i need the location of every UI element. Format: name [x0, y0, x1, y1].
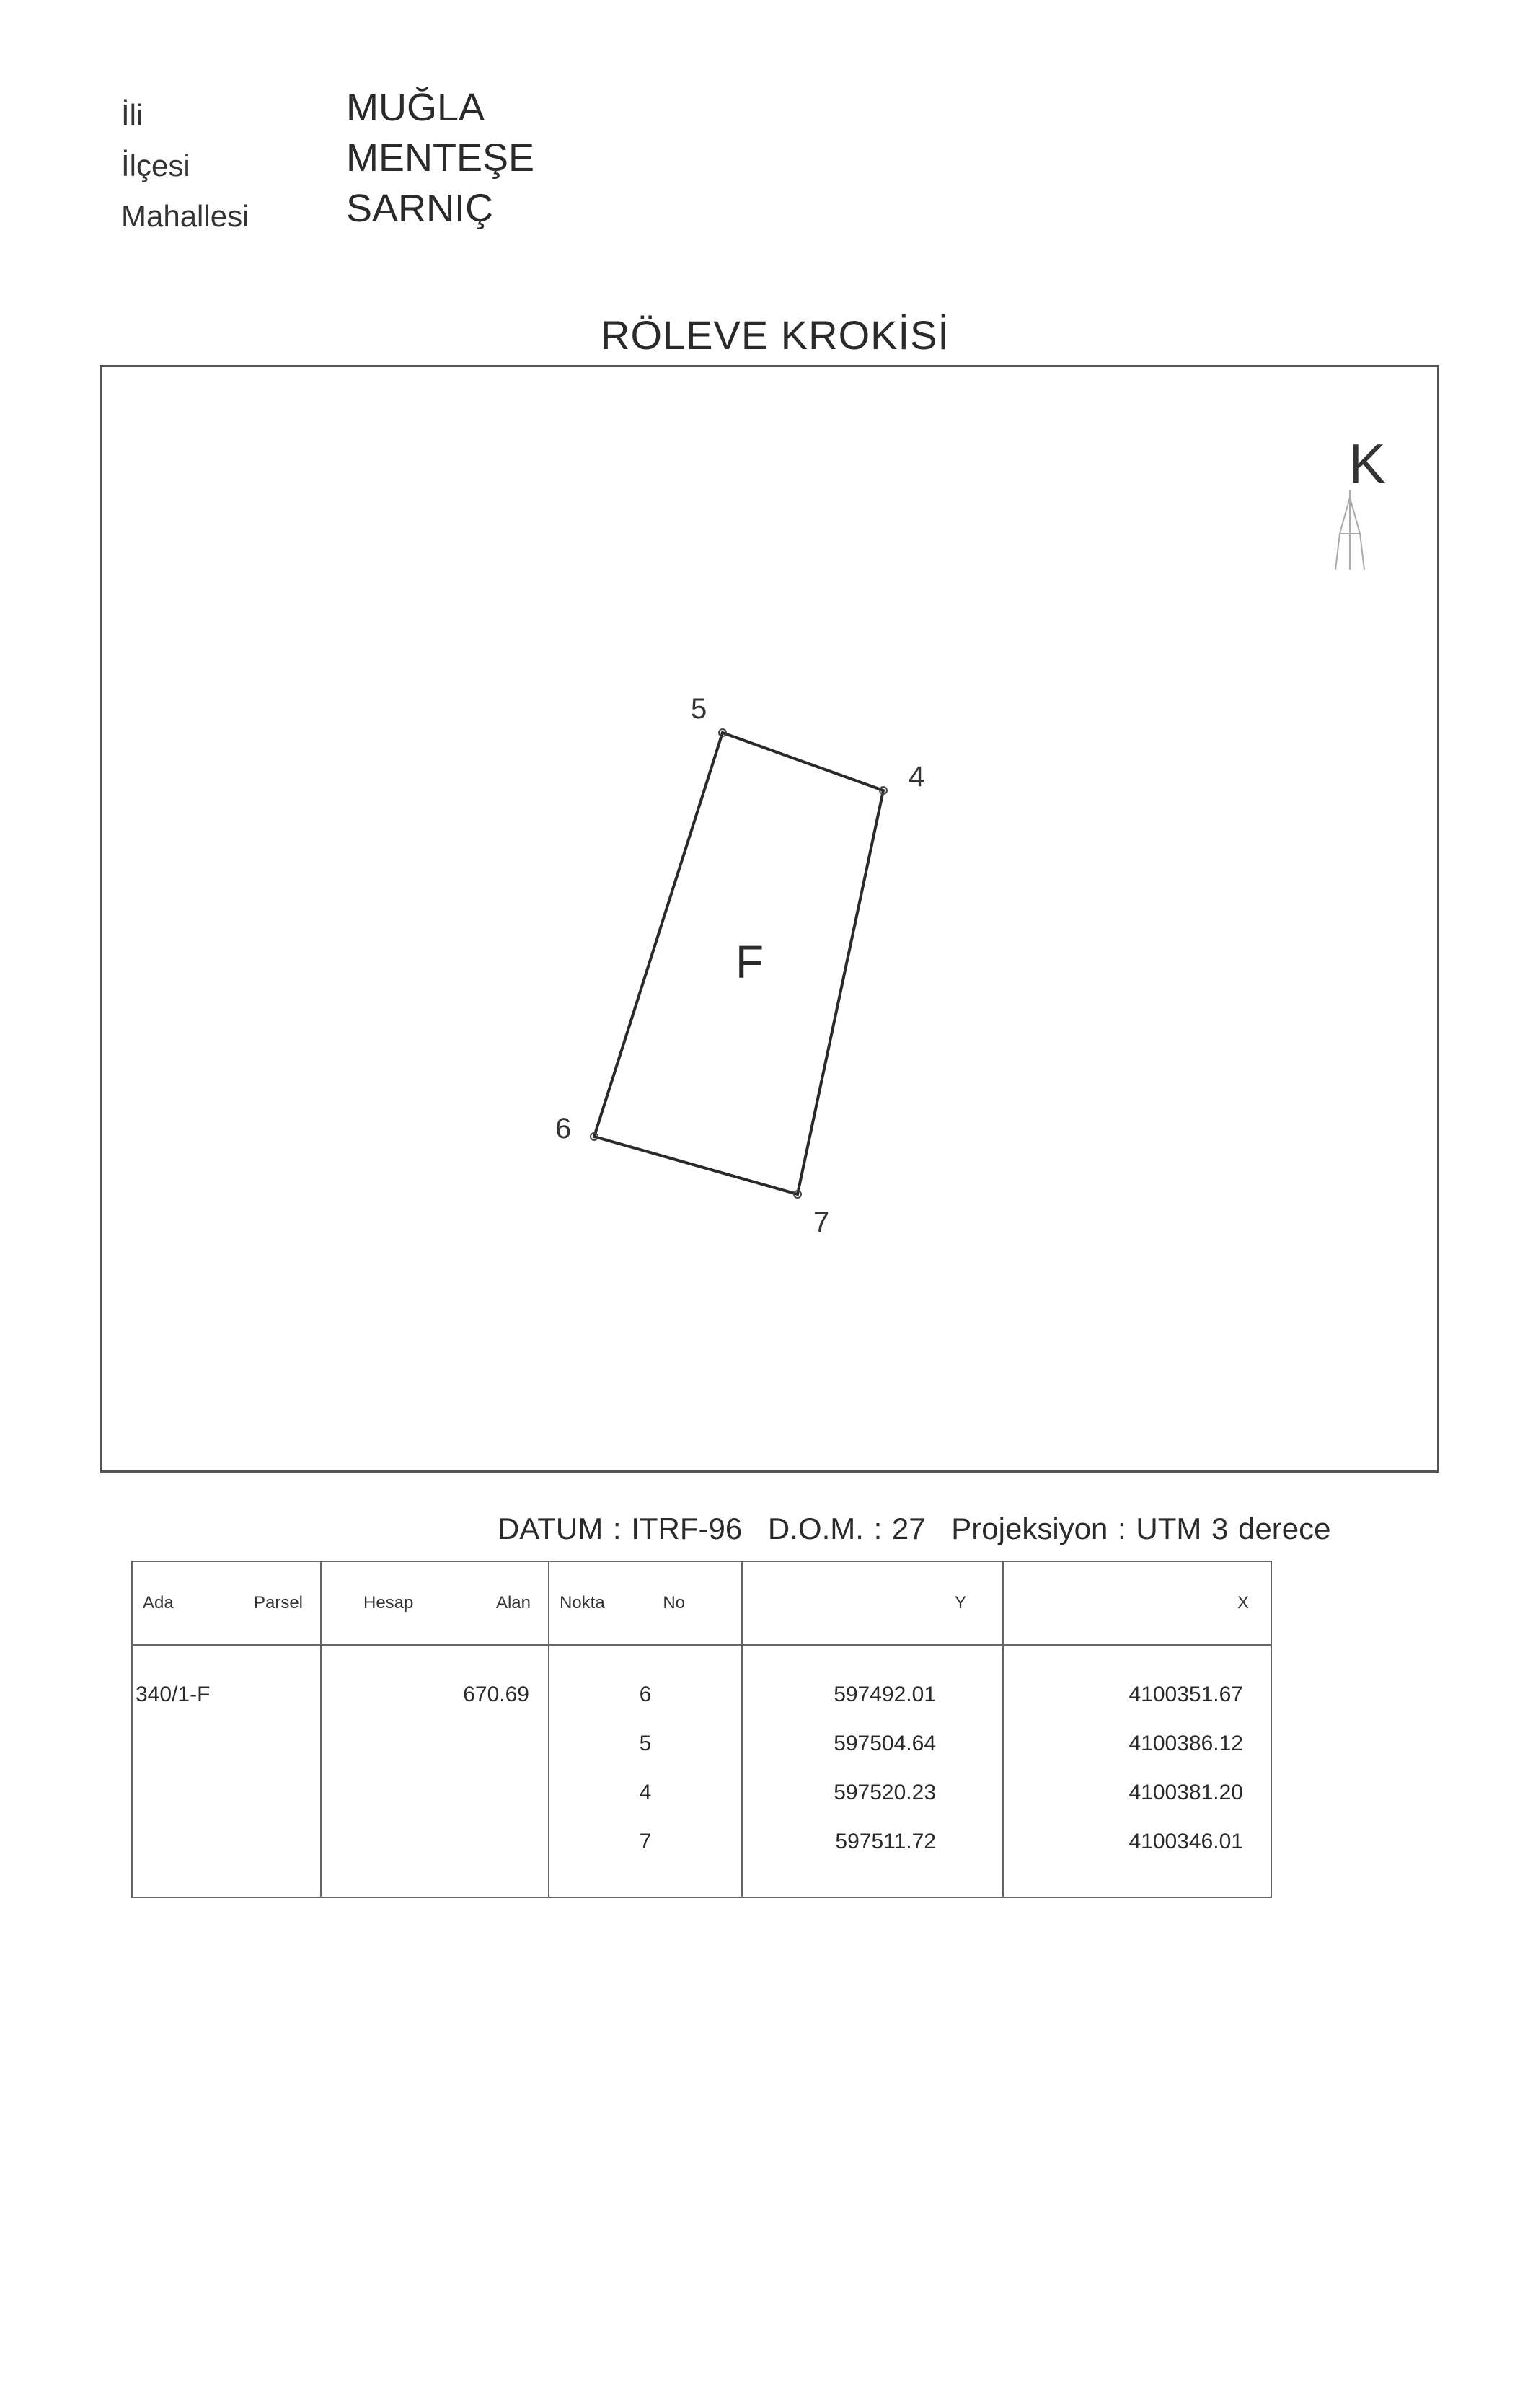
header-alan: Alan [495, 1593, 531, 1613]
sketch-title: RÖLEVE KROKİSİ [601, 312, 950, 358]
header-x: X [1237, 1593, 1249, 1613]
header-nokta: Nokta [560, 1593, 605, 1613]
point-y: 597511.72 [835, 1830, 936, 1853]
mahalle-label: Mahallesi [121, 199, 249, 233]
alan-value: 670.69 [463, 1682, 529, 1706]
north-label: K [1348, 432, 1387, 495]
dom-value: D.O.M. : 27 [767, 1512, 926, 1545]
point-label-4: 4 [909, 761, 925, 793]
datum-line [498, 1512, 1347, 1546]
table-header-row [132, 1561, 1271, 1645]
header-nokta-no [549, 1561, 742, 1645]
point-y: 597520.23 [834, 1781, 936, 1804]
point-x: 4100386.12 [1128, 1732, 1243, 1755]
point-no: 4 [639, 1781, 652, 1804]
point-no: 6 [639, 1682, 652, 1706]
north-arrow-icon [1335, 490, 1364, 570]
header-x-cell [1003, 1561, 1271, 1645]
ada-parsel-value: 340/1-F [136, 1682, 211, 1706]
parcel-label: F [735, 936, 764, 988]
point-x: 4100351.67 [1128, 1682, 1243, 1706]
point-y: 597492.01 [834, 1682, 936, 1706]
datum-value: DATUM : ITRF-96 [498, 1512, 743, 1545]
point-x: 4100346.01 [1128, 1830, 1243, 1853]
ilce-label: İlçesi [121, 149, 190, 182]
header-parsel: Parsel [253, 1593, 303, 1613]
point-label-7: 7 [813, 1207, 830, 1238]
mahalle-value: SARNIÇ [346, 187, 494, 230]
header-no: No [663, 1593, 685, 1613]
header-y: Y [954, 1593, 966, 1613]
header-ada-parsel [132, 1561, 321, 1645]
point-no: 7 [639, 1830, 652, 1853]
projection-value: Projeksiyon : UTM 3 derece [951, 1512, 1331, 1545]
point-label-6: 6 [555, 1113, 572, 1145]
il-value: MUĞLA [346, 86, 485, 129]
il-label: İli [121, 98, 143, 132]
coordinate-table [131, 1561, 1272, 1898]
point-no: 5 [639, 1732, 652, 1755]
header-hesap-alan [321, 1561, 549, 1645]
point-x: 4100381.20 [1128, 1781, 1243, 1804]
point-y: 597504.64 [834, 1732, 936, 1755]
ilce-value: MENTEŞE [346, 136, 535, 180]
header-y-cell [742, 1561, 1003, 1645]
header-hesap: Hesap [363, 1593, 414, 1613]
point-label-5: 5 [691, 693, 707, 725]
table-row [132, 1645, 1271, 1897]
header-ada: Ada [143, 1593, 174, 1613]
